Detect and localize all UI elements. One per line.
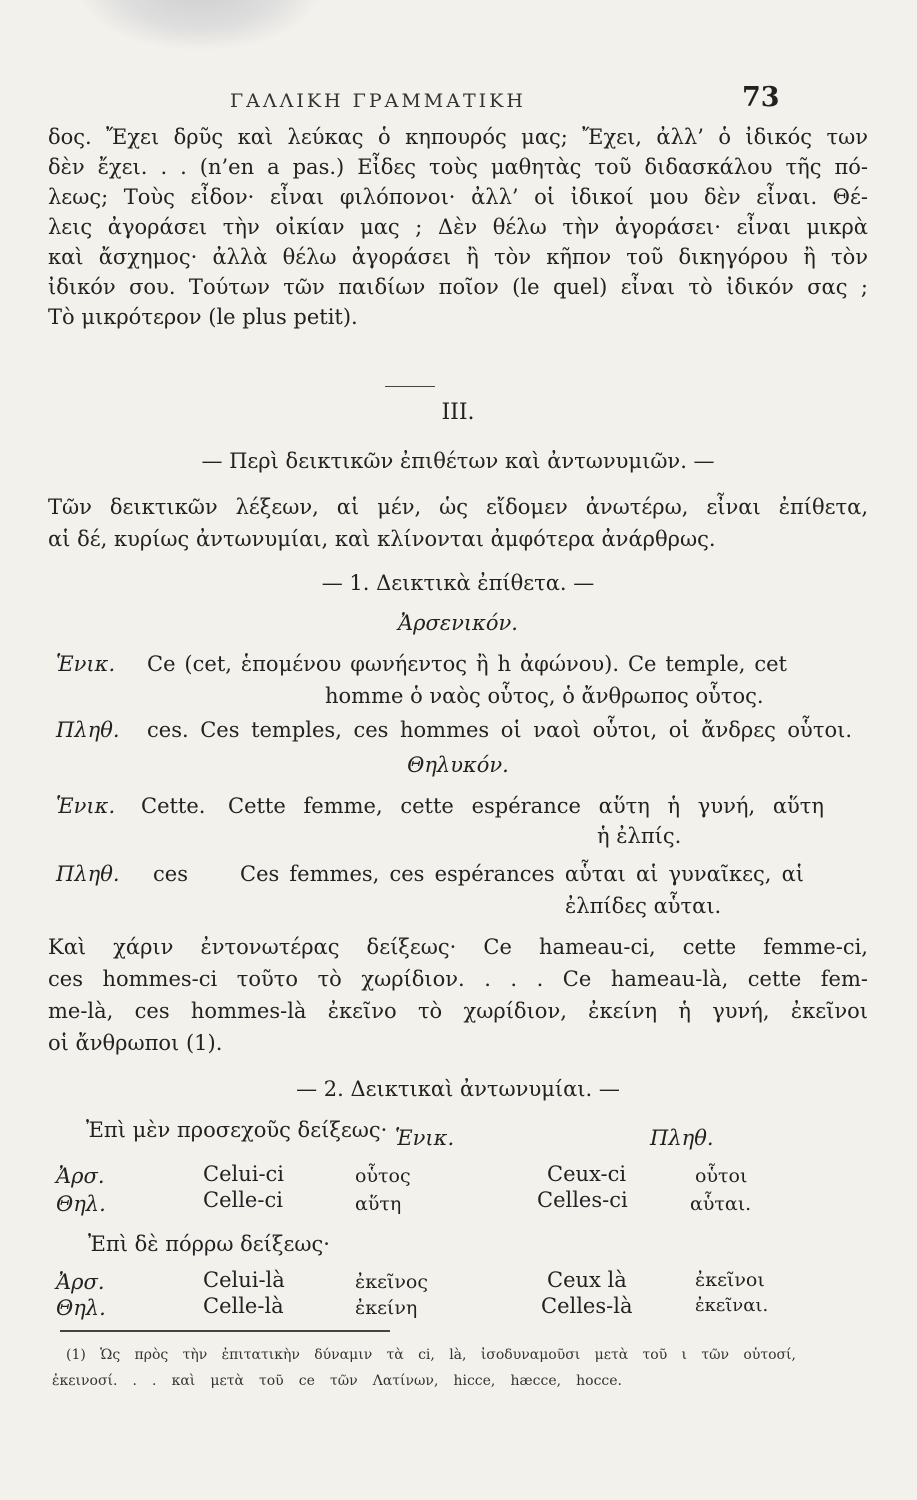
- row-label: Θηλ.: [56, 1296, 106, 1320]
- subsection-title: — 2. Δεικτικαὶ ἀντωνυμίαι. —: [296, 1077, 620, 1101]
- subsection-title: — 1. Δεικτικὰ ἐπίθετα. —: [321, 571, 595, 595]
- text-line: Τὸ μικρότερον (le plus petit).: [48, 305, 358, 329]
- greek-plural: ἐκεῖναι.: [695, 1295, 769, 1316]
- french-plural: Ceux là: [547, 1268, 627, 1292]
- text-line: λεις ἀγοράσει τὴν οἰκίαν μας ; Δὲν θέλω τὴν ἀγοράσει· εἶναι μικρὰ: [48, 215, 868, 239]
- text-line: Καὶ χάριν ἐντονωτέρας δείξεως· Ce hameau-ci, cette femme-ci,: [48, 935, 868, 959]
- word: Cette.: [141, 794, 206, 818]
- french-plural: Ceux-ci: [547, 1162, 627, 1186]
- section-divider: [385, 386, 435, 387]
- greek-plural: οὗτοι: [695, 1165, 748, 1187]
- text-line: οἱ ἄνθρωποι (1).: [48, 1031, 223, 1055]
- page-number: 73: [742, 82, 780, 113]
- singular-heading: Ἑνικ.: [395, 1126, 455, 1150]
- row-label: Ἑνικ.: [56, 652, 116, 676]
- text-line: me-là, ces hommes-là ἐκεῖνο τὸ χωρίδιον, ἐκείνη ἡ γυνή, ἐκεῖνοι: [48, 999, 868, 1023]
- footnote-line: ἐκεινοσί. . . καὶ μετὰ τοῦ ce τῶν Λατίνων, hicce, hæcce, hocce.: [52, 1373, 622, 1389]
- text-line: καὶ ἄσχημος· ἀλλὰ θέλω ἀγοράσει ἢ τὸν κῆπον τοῦ δικηγόρου ἢ τὸν: [48, 245, 868, 269]
- text-line: λεως; Τοὺς εἶδον· εἶναι φιλόπονοι· ἀλλ’ οἱ ἰδικοί μου δὲν εἶναι. Θέ-: [48, 185, 868, 209]
- greek-singular: ἐκεῖνος: [355, 1271, 428, 1293]
- french-singular: Celle-là: [203, 1294, 284, 1318]
- page-corner-shadow: [80, 0, 320, 50]
- text-line: Ce (cet, ἑπομένου φωνήεντος ἢ h ἀφώνου). Ce temple, cet: [147, 652, 787, 676]
- french-singular: Celle-ci: [203, 1188, 283, 1212]
- word: ces: [153, 862, 188, 886]
- text-line: Ces femmes, ces espérances αὗται αἱ γυναῖκες, αἱ: [240, 862, 804, 886]
- footnote-rule: [60, 1330, 390, 1332]
- greek-singular: οὗτος: [355, 1165, 411, 1187]
- feminine-heading: Θηλυκόν.: [407, 753, 509, 777]
- text-line: ἡ ἐλπίς.: [597, 824, 682, 848]
- text-line: ἰδικόν σου. Τούτων τῶν παιδίων ποῖον (le quel) εἶναι τὸ ἰδικόν σας ;: [48, 275, 868, 299]
- row-label: Ἑνικ.: [56, 794, 116, 818]
- text-line: αἱ δέ, κυρίως ἀντωνυμίαι, καὶ κλίνονται ἀμφότερα ἀνάρθρως.: [48, 527, 716, 551]
- row-label: Ἀρσ.: [56, 1164, 105, 1188]
- plural-heading: Πληθ.: [650, 1126, 714, 1150]
- greek-plural: αὗται.: [690, 1193, 752, 1215]
- french-singular: Celui-ci: [203, 1162, 285, 1186]
- footnote-line: (1) Ὡς πρὸς τὴν ἐπιτατικὴν δύναμιν τὰ ci, là, ἰσοδυναμοῦσι μετὰ τοῦ ι τῶν οὑτοσί,: [66, 1347, 796, 1363]
- masculine-heading: Ἀρσενικόν.: [398, 611, 518, 635]
- section-title: — Περὶ δεικτικῶν ἐπιθέτων καὶ ἀντωνυμιῶν. —: [201, 449, 715, 473]
- text-line: homme ὁ ναὸς οὗτος, ὁ ἄνθρωπος οὗτος.: [325, 684, 764, 708]
- section-numeral: III.: [441, 400, 475, 425]
- french-singular: Celui-là: [203, 1268, 285, 1292]
- french-plural: Celles-là: [541, 1294, 633, 1318]
- french-plural: Celles-ci: [537, 1188, 628, 1212]
- text-line: δος. Ἔχει δρῦς καὶ λεύκας ὁ κηπουρός μας; Ἔχει, ἀλλ’ ὁ ἰδικός των: [48, 125, 868, 149]
- greek-singular: αὕτη: [355, 1193, 402, 1215]
- far-heading: Ἐπὶ δὲ πόρρω δείξεως·: [88, 1232, 330, 1256]
- text-line: Cette femme, cette espérance αὕτη ἡ γυνή, αὕτη: [228, 794, 824, 818]
- text-line: Τῶν δεικτικῶν λέξεων, αἱ μέν, ὡς εἴδομεν ἀνωτέρω, εἶναι ἐπίθετα,: [48, 495, 868, 519]
- greek-singular: ἐκείνη: [355, 1297, 418, 1319]
- row-label: Ἀρσ.: [56, 1270, 105, 1294]
- row-label: Πληθ.: [56, 718, 120, 742]
- text-line: δὲν ἔχει. . . (n’en a pas.) Εἶδες τοὺς μαθητὰς τοῦ διδασκάλου τῆς πό-: [48, 155, 868, 179]
- text-line: ces. Ces temples, ces hommes οἱ ναοὶ οὗτοι, οἱ ἄνδρες οὗτοι.: [147, 718, 852, 742]
- text-line: ἐλπίδες αὗται.: [565, 894, 722, 918]
- row-label: Πληθ.: [56, 862, 120, 886]
- running-header: [0, 82, 917, 118]
- greek-plural: ἐκεῖνοι: [695, 1269, 765, 1291]
- row-label: Θηλ.: [56, 1192, 106, 1216]
- running-title: ΓΑΛΛΙΚΗ ΓΡΑΜΜΑΤΙΚΗ: [230, 90, 526, 112]
- near-heading: Ἐπὶ μὲν προσεχοῦς δείξεως·: [86, 1118, 388, 1142]
- text-line: ces hommes-ci τοῦτο τὸ χωρίδιον. . . . Ce hameau-là, cette fem-: [48, 967, 868, 991]
